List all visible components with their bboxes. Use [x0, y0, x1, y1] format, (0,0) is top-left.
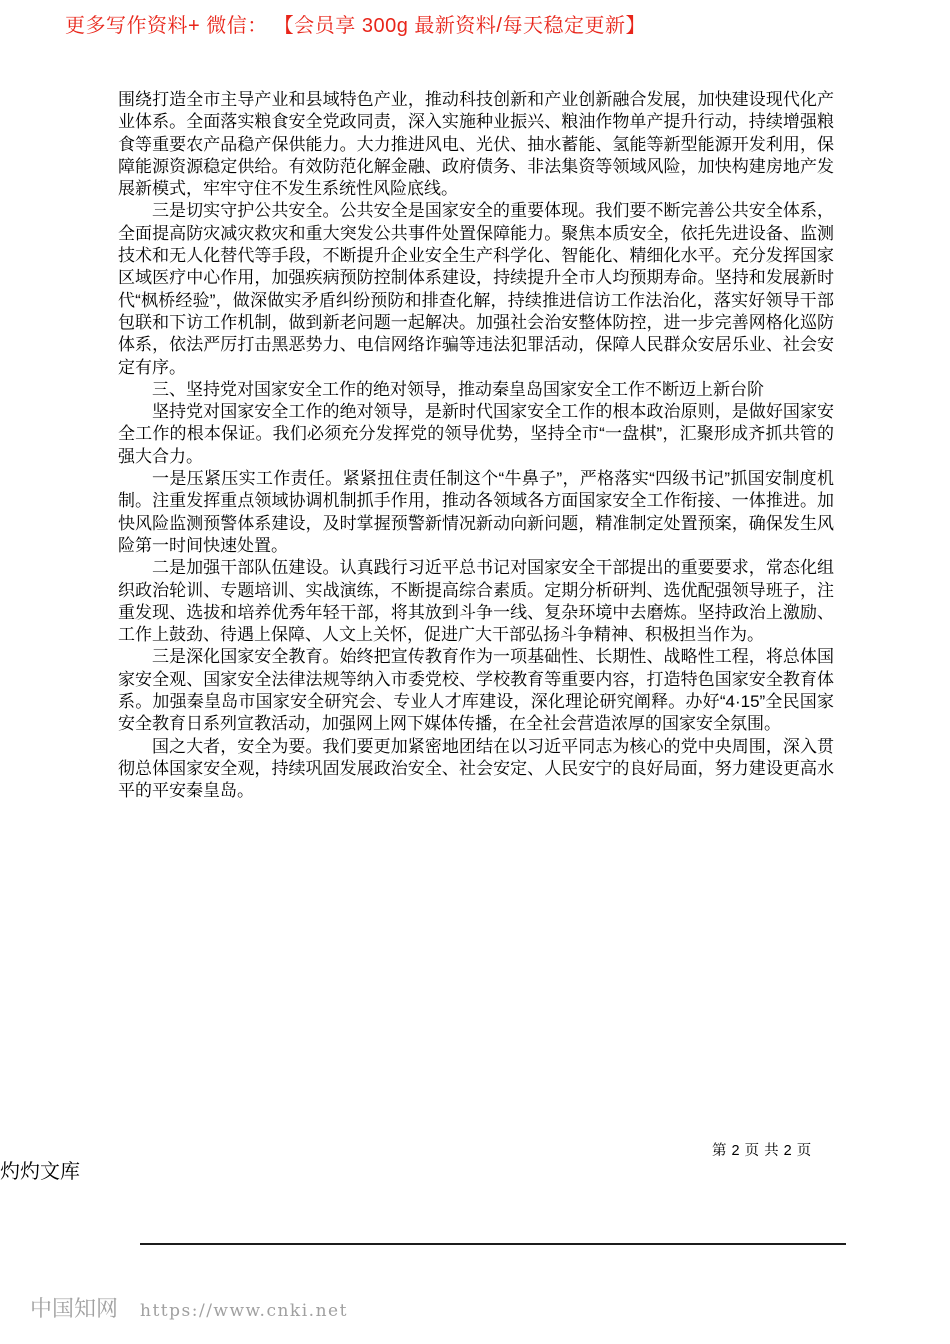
paragraph: 三是切实守护公共安全。公共安全是国家安全的重要体现。我们要不断完善公共安全体系，全面提高防灾减灾救灾和重大突发公共事件处置保障能力。聚焦本质安全，依托先进设备、监测技术和无人化替代等手段，不断提升企业安全生产科学化、智能化、精细化水平。充分发挥国家区域医疗中心作用，加强疾病预防控制体系建设，持续提升全市人均预期寿命。坚持和发展新时代“枫桥经验”，做深做实矛盾纠纷预防和排查化解，持续推进信访工作法治化，落实好领导干部包联和下访工作机制，做到新老问题一起解决。加强社会治安整体防控，进一步完善网格化巡防体系，依法严厉打击黑恶势力、电信网络诈骗等违法犯罪活动，保障人民群众安居乐业、社会安定有序。 [118, 201, 834, 377]
footer-divider [140, 1243, 846, 1245]
paragraph: 三是深化国家安全教育。始终把宣传教育作为一项基础性、长期性、战略性工程，将总体国家安全观、国家安全法律法规等纳入市委党校、学校教育等重要内容，打造特色国家安全教育体系。加强秦皇岛市国家安全研究会、专业人才库建设，深化理论研究阐释。办好“4·15”全民国家安全教育日系列宣教活动，加强网上网下媒体传播，在全社会营造浓厚的国家安全氛围。 [118, 647, 834, 734]
cnki-url: https://www.cnki.net [140, 1301, 348, 1321]
cnki-watermark [30, 1292, 348, 1323]
paragraph: 坚持党对国家安全工作的绝对领导，是新时代国家安全工作的根本政治原则，是做好国家安全工作的根本保证。我们必须充分发挥党的领导优势，坚持全市“一盘棋”，汇聚形成齐抓共管的强大合力。 [118, 402, 834, 466]
paragraph: 二是加强干部队伍建设。认真践行习近平总书记对国家安全干部提出的重要要求，常态化组织政治轮训、专题培训、实战演练，不断提高综合素质。定期分析研判、选优配强领导班子，注重发现、选拔和培养优秀年轻干部，将其放到斗争一线、复杂环境中去磨炼。坚持政治上激励、工作上鼓劲、待遇上保障、人文上关怀，促进广大干部弘扬斗争精神、积极担当作为。 [118, 558, 834, 645]
paragraph: 一是压紧压实工作责任。紧紧扭住责任制这个“牛鼻子”，严格落实“四级书记”抓国安制度机制。注重发挥重点领域协调机制抓手作用，推动各领域各方面国家安全工作衔接、一体推进。加快风险监测预警体系建设，及时掌握预警新情况新动向新问题，精准制定处置预案，确保发生风险第一时间快速处置。 [118, 469, 834, 555]
cnki-logo-text: 中国知网 [30, 1296, 119, 1321]
library-watermark: 灼灼文库 [0, 1161, 80, 1183]
promo-header-text: 更多写作资料+ 微信： 【会员享 300g 最新资料/每天稳定更新】 [65, 15, 646, 37]
paragraph: 围绕打造全市主导产业和县域特色产业，推动科技创新和产业创新融合发展，加快建设现代化产业体系。全面落实粮食安全党政同责，深入实施种业振兴、粮油作物单产提升行动，持续增强粮食等重要农产品稳产保供能力。大力推进风电、光伏、抽水蓄能、氢能等新型能源开发利用，保障能源资源稳定供给。有效防范化解金融、政府债务、非法集资等领域风险，加快构建房地产发展新模式，牢牢守住不发生系统性风险底线。 [118, 90, 834, 199]
section-heading: 三、坚持党对国家安全工作的绝对领导，推动秦皇岛国家安全工作不断迈上新台阶 [152, 379, 764, 399]
document-body [118, 89, 834, 803]
page-indicator: 第 2 页 共 2 页 [712, 1143, 812, 1159]
paragraph: 国之大者，安全为要。我们要更加紧密地团结在以习近平同志为核心的党中央周围，深入贯彻总体国家安全观，持续巩固发展政治安全、社会安定、人民安宁的良好局面，努力建设更高水平的平安秦皇岛。 [118, 736, 834, 801]
